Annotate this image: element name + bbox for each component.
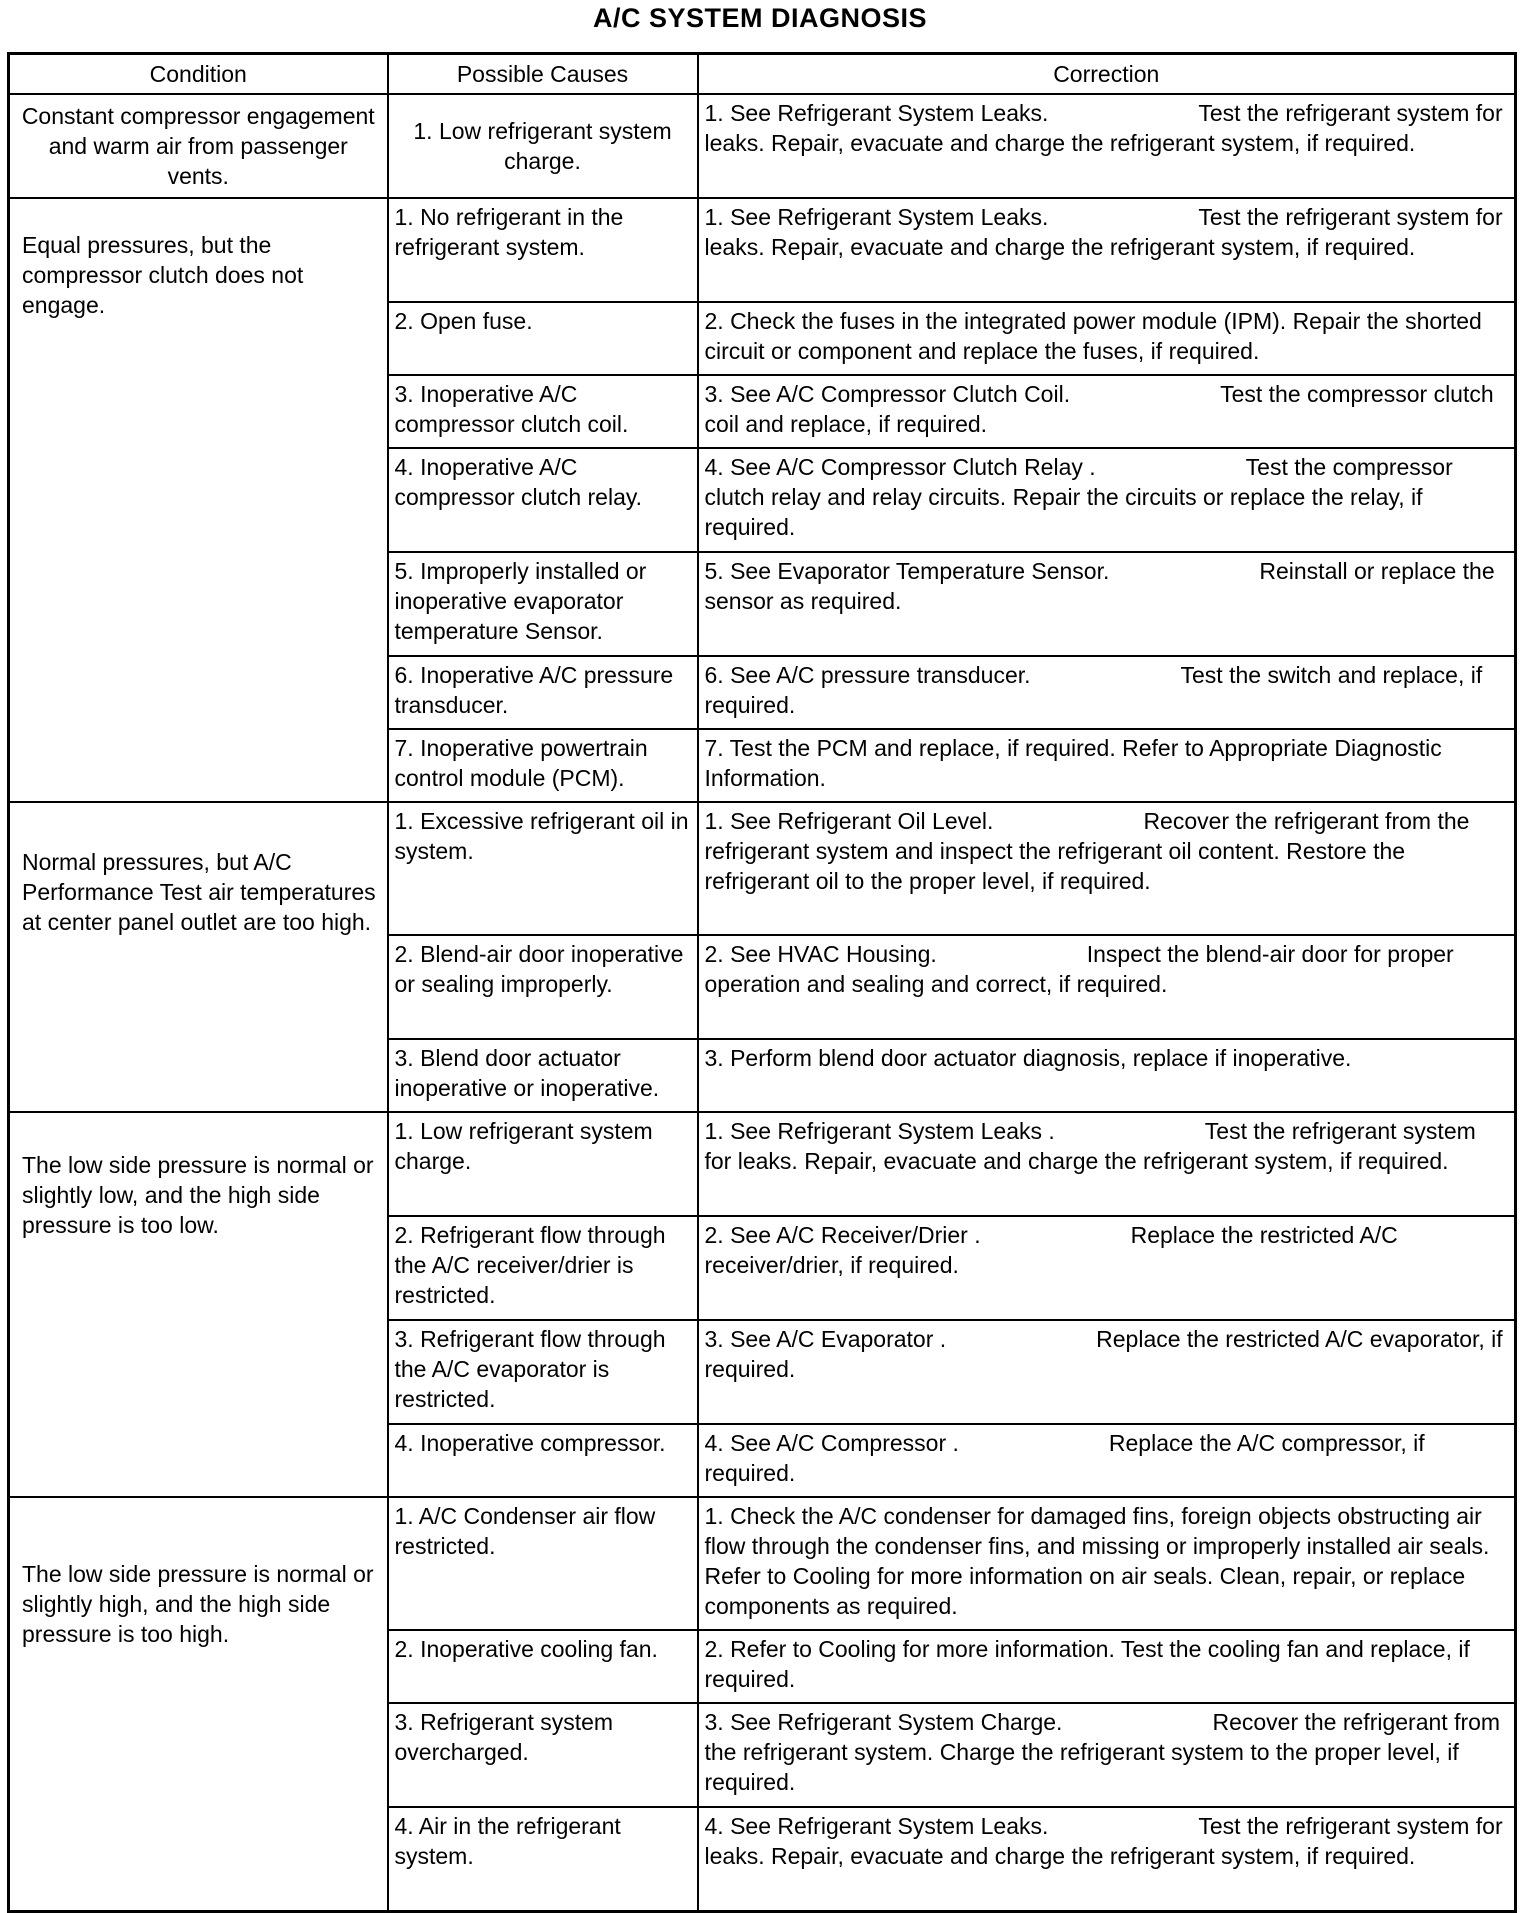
- correction-action: Test the refrigerant system for leaks. Repair, evacuate and charge the refrigerant system, if required.: [704, 1118, 1476, 1174]
- correction-cell: [698, 1807, 1516, 1911]
- correction-ref: 1. See Refrigerant System Leaks .: [704, 1118, 1055, 1144]
- correction-cell: [698, 1320, 1516, 1424]
- cause-cell: 3. Refrigerant flow through the A/C evaporator is restricted.: [388, 1320, 698, 1424]
- cause-cell: 4. Air in the refrigerant system.: [388, 1807, 698, 1911]
- correction-ref: 1. See Refrigerant System Leaks.: [704, 100, 1049, 126]
- correction-cell: [698, 802, 1516, 935]
- table-row: [9, 198, 1516, 302]
- header-possible-causes: Possible Causes: [388, 54, 698, 95]
- cause-cell: 2. Open fuse.: [388, 302, 698, 375]
- table-row: [9, 802, 1516, 935]
- cause-cell: 6. Inoperative A/C pressure transducer.: [388, 656, 698, 729]
- cause-cell: 1. Low refrigerant system charge.: [388, 94, 698, 198]
- page-title: A/C SYSTEM DIAGNOSIS: [592, 3, 928, 33]
- correction-ref: 4. See A/C Compressor .: [704, 1430, 959, 1456]
- diagnosis-table: [7, 52, 1517, 1913]
- cause-cell: 1. Low refrigerant system charge.: [388, 1112, 698, 1216]
- correction-ref: 3. See Refrigerant System Charge.: [704, 1709, 1063, 1735]
- cause-cell: 4. Inoperative compressor.: [388, 1424, 698, 1497]
- header-correction: Correction: [698, 54, 1516, 95]
- correction-action: Recover the refrigerant from the refrigerant system and inspect the refrigerant oil content. Restore the refrigerant oil to the proper level, if required.: [704, 808, 1470, 894]
- table-row: [9, 1497, 1516, 1630]
- cause-cell: 3. Refrigerant system overcharged.: [388, 1703, 698, 1807]
- cause-cell: 5. Improperly installed or inoperative evaporator temperature Sensor.: [388, 552, 698, 656]
- correction-cell: [698, 94, 1516, 198]
- correction-ref: 1. See Refrigerant System Leaks.: [704, 204, 1049, 230]
- cause-cell: 1. No refrigerant in the refrigerant system.: [388, 198, 698, 302]
- cause-cell: 2. Refrigerant flow through the A/C receiver/drier is restricted.: [388, 1216, 698, 1320]
- correction-cell: [698, 1703, 1516, 1807]
- correction-cell: 2. Check the fuses in the integrated power module (IPM). Repair the shorted circuit or component and replace the fuses, if required.: [698, 302, 1516, 375]
- cause-cell: 3. Inoperative A/C compressor clutch coil.: [388, 375, 698, 448]
- correction-ref: 3. See A/C Compressor Clutch Coil.: [704, 381, 1071, 407]
- correction-cell: 7. Test the PCM and replace, if required. Refer to Appropriate Diagnostic Information.: [698, 729, 1516, 802]
- condition-cell: Normal pressures, but A/C Performance Test air temperatures at center panel outlet are too high.: [9, 802, 388, 1112]
- correction-cell: [698, 1216, 1516, 1320]
- condition-cell: The low side pressure is normal or slightly high, and the high side pressure is too high.: [9, 1497, 388, 1911]
- correction-cell: [698, 1112, 1516, 1216]
- cause-cell: 1. A/C Condenser air flow restricted.: [388, 1497, 698, 1630]
- correction-ref: 2. See A/C Receiver/Drier .: [704, 1222, 981, 1248]
- condition-cell: The low side pressure is normal or slightly low, and the high side pressure is too low.: [9, 1112, 388, 1497]
- correction-cell: [698, 656, 1516, 729]
- correction-action: Test the refrigerant system for leaks. Repair, evacuate and charge the refrigerant system, if required.: [704, 100, 1503, 156]
- table-row: [9, 94, 1516, 198]
- correction-ref: 3. See A/C Evaporator .: [704, 1326, 947, 1352]
- correction-cell: [698, 448, 1516, 552]
- correction-cell: 2. Refer to Cooling for more information. Test the cooling fan and replace, if required.: [698, 1630, 1516, 1703]
- correction-action: Test the compressor clutch relay and relay circuits. Repair the circuits or replace the relay, if required.: [704, 454, 1453, 540]
- correction-ref: 5. See Evaporator Temperature Sensor.: [704, 558, 1110, 584]
- cause-cell: 1. Excessive refrigerant oil in system.: [388, 802, 698, 935]
- header-condition: Condition: [9, 54, 388, 95]
- correction-action: Test the refrigerant system for leaks. Repair, evacuate and charge the refrigerant system, if required.: [704, 1813, 1503, 1869]
- correction-action: Test the switch and replace, if required.: [704, 662, 1483, 718]
- correction-cell: [698, 552, 1516, 656]
- correction-ref: 4. See A/C Compressor Clutch Relay .: [704, 454, 1096, 480]
- correction-action: Inspect the blend-air door for proper operation and sealing and correct, if required.: [704, 941, 1454, 997]
- correction-cell: [698, 935, 1516, 1039]
- cause-cell: 4. Inoperative A/C compressor clutch relay.: [388, 448, 698, 552]
- correction-ref: 1. See Refrigerant Oil Level.: [704, 808, 994, 834]
- correction-cell: [698, 375, 1516, 448]
- correction-ref: 4. See Refrigerant System Leaks.: [704, 1813, 1049, 1839]
- correction-cell: 1. Check the A/C condenser for damaged fins, foreign objects obstructing air flow through the condenser fins, and missing or improperly installed air seals. Refer to Cooling for more information on air seals. Clean, repair, or replace components as required.: [698, 1497, 1516, 1630]
- correction-action: Reinstall or replace the sensor as required.: [704, 558, 1495, 614]
- correction-action: Test the compressor clutch coil and replace, if required.: [704, 381, 1494, 437]
- correction-action: Test the refrigerant system for leaks. Repair, evacuate and charge the refrigerant system, if required.: [704, 204, 1503, 260]
- table-row: [9, 1112, 1516, 1216]
- condition-cell: Constant compressor engagement and warm air from passenger vents.: [9, 94, 388, 198]
- correction-cell: [698, 198, 1516, 302]
- correction-action: Replace the restricted A/C receiver/drier, if required.: [704, 1222, 1398, 1278]
- correction-ref: 6. See A/C pressure transducer.: [704, 662, 1031, 688]
- cause-cell: 7. Inoperative powertrain control module (PCM).: [388, 729, 698, 802]
- cause-cell: 3. Blend door actuator inoperative or inoperative.: [388, 1039, 698, 1112]
- correction-action: Replace the A/C compressor, if required.: [704, 1430, 1425, 1486]
- cause-cell: 2. Inoperative cooling fan.: [388, 1630, 698, 1703]
- condition-cell: Equal pressures, but the compressor clutch does not engage.: [9, 198, 388, 802]
- correction-cell: [698, 1424, 1516, 1497]
- correction-cell: 3. Perform blend door actuator diagnosis, replace if inoperative.: [698, 1039, 1516, 1112]
- correction-action: Recover the refrigerant from the refrigerant system. Charge the refrigerant system to the proper level, if required.: [704, 1709, 1501, 1795]
- header-row: [9, 54, 1516, 95]
- correction-action: Replace the restricted A/C evaporator, if required.: [704, 1326, 1503, 1382]
- correction-ref: 2. See HVAC Housing.: [704, 941, 937, 967]
- cause-cell: 2. Blend-air door inoperative or sealing improperly.: [388, 935, 698, 1039]
